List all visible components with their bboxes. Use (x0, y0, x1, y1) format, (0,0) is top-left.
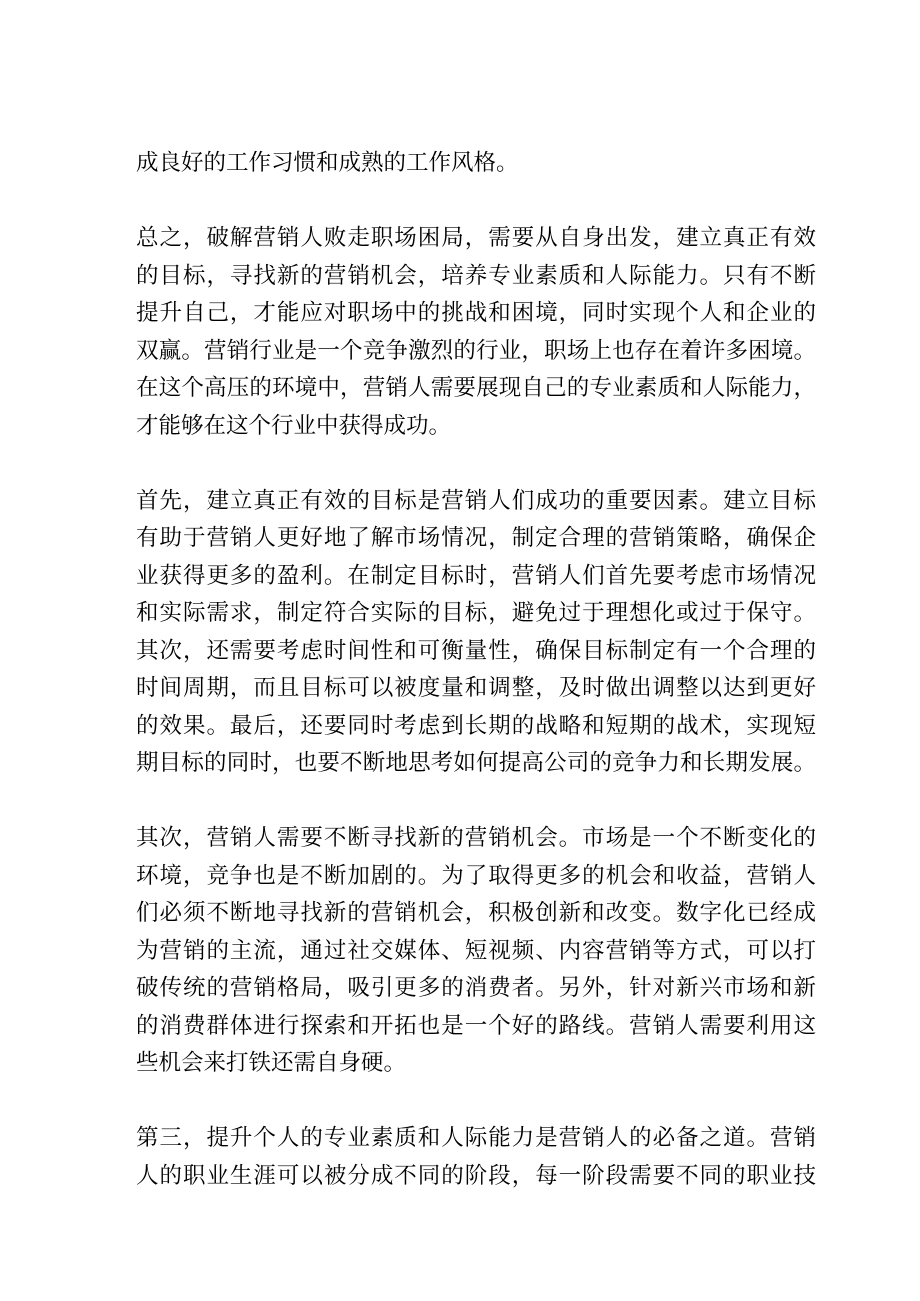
text-line: 总之，破解营销人败走职场困局，需要从自身出发，建立真正有效 (136, 225, 816, 251)
text-line: 首先，建立真正有效的目标是营销人们成功的重要因素。建立目标 (136, 487, 816, 514)
text-line: 有助于营销人更好地了解市场情况，制定合理的营销策略，确保企 (136, 525, 816, 551)
paragraph-gap (136, 445, 816, 483)
text-line: 的效果。最后，还要同时考虑到长期的战略和短期的战术，实现短 (136, 712, 816, 739)
paragraph (136, 820, 816, 1083)
text-line: 其次，还需要考虑时间性和可衡量性，确保目标制定有一个合理的 (136, 637, 816, 664)
paragraph (136, 220, 816, 445)
text-line: 破传统的营销格局，吸引更多的消费者。另外，针对新兴市场和新 (136, 975, 816, 1001)
text-line: 和实际需求，制定符合实际的目标，避免过于理想化或过于保守。 (136, 600, 816, 626)
text-line: 些机会来打铁还需自身硬。 (136, 1050, 407, 1076)
text-line: 人的职业生涯可以被分成不同的阶段，每一阶段需要不同的职业技 (136, 1162, 816, 1189)
text-line: 期目标的同时，也要不断地思考如何提高公司的竞争力和长期发展。 (136, 750, 816, 776)
text-line: 们必须不断地寻找新的营销机会，积极创新和改变。数字化已经成 (136, 900, 816, 926)
paragraph (136, 1120, 816, 1195)
text-line: 才能够在这个行业中获得成功。 (136, 412, 452, 439)
text-line: 在这个高压的环境中，营销人需要展现自己的专业素质和人际能力， (136, 375, 816, 401)
paragraph (136, 483, 816, 783)
text-line: 第三，提升个人的专业素质和人际能力是营销人的必备之道。营销 (136, 1125, 816, 1151)
text-line: 时间周期，而且目标可以被度量和调整，及时做出调整以达到更好 (136, 675, 816, 701)
text-line: 提升自己，才能应对职场中的挑战和困境，同时实现个人和企业的 (136, 300, 816, 326)
text-line: 业获得更多的盈利。在制定目标时，营销人们首先要考虑市场情况 (136, 562, 816, 589)
text-line: 其次，营销人需要不断寻找新的营销机会。市场是一个不断变化的 (136, 825, 816, 851)
text-line: 的消费群体进行探索和开拓也是一个好的路线。营销人需要利用这 (136, 1012, 816, 1039)
paragraph-gap (136, 183, 816, 221)
paragraph-gap (136, 783, 816, 821)
text-line: 成良好的工作习惯和成熟的工作风格。 (136, 150, 519, 176)
text-line: 为营销的主流，通过社交媒体、短视频、内容营销等方式，可以打 (136, 937, 816, 964)
paragraph-gap (136, 1083, 816, 1121)
paragraph (136, 145, 816, 183)
text-line: 双赢。营销行业是一个竞争激烈的行业，职场上也存在着许多困境。 (136, 337, 816, 364)
text-line: 的目标，寻找新的营销机会，培养专业素质和人际能力。只有不断 (136, 262, 816, 289)
text-line: 环境，竞争也是不断加剧的。为了取得更多的机会和收益，营销人 (136, 862, 816, 889)
document-body (136, 145, 816, 1195)
